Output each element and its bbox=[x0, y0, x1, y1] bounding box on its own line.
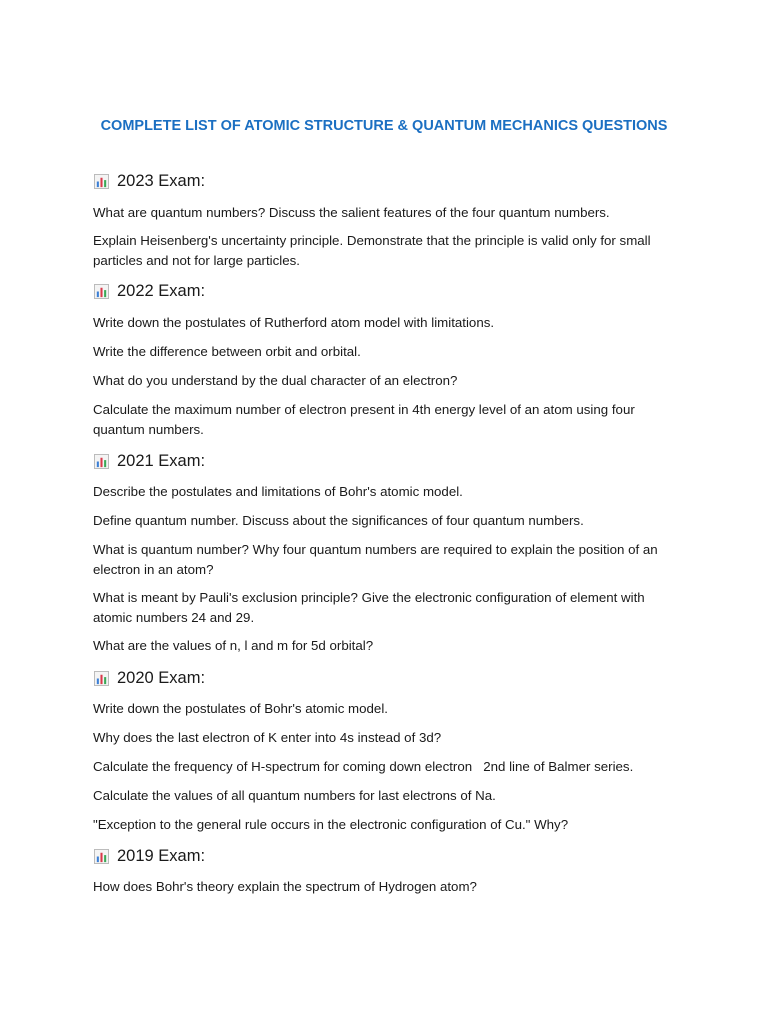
section-heading-label: 2019 Exam: bbox=[117, 846, 206, 865]
section-heading-label: 2021 Exam: bbox=[117, 451, 206, 470]
document-title: COMPLETE LIST OF ATOMIC STRUCTURE & QUANTUM MECHANICS QUESTIONS bbox=[100, 118, 668, 134]
question-item: Write the difference between orbit and orbital. bbox=[93, 344, 361, 359]
question-item: What are the values of n, l and m for 5d orbital? bbox=[93, 638, 374, 653]
bar-chart-icon bbox=[94, 284, 109, 299]
question-item: What is meant by Pauli's exclusion principle? Give the electronic configuration of element with atomic numbers 24 and 29. bbox=[93, 590, 645, 625]
question-item: How does Bohr's theory explain the spectrum of Hydrogen atom? bbox=[93, 879, 477, 894]
question-item: Define quantum number. Discuss about the significances of four quantum numbers. bbox=[93, 513, 584, 528]
question-item: Describe the postulates and limitations of Bohr's atomic model. bbox=[93, 484, 463, 499]
section-heading-label: 2020 Exam: bbox=[117, 668, 206, 687]
bar-chart-icon bbox=[94, 454, 109, 469]
section-heading-2020 bbox=[94, 667, 205, 689]
question-item: What are quantum numbers? Discuss the salient features of the four quantum numbers. bbox=[93, 205, 610, 220]
bar-chart-icon bbox=[94, 671, 109, 686]
section-heading-label: 2022 Exam: bbox=[117, 281, 206, 300]
section-heading-2023 bbox=[94, 170, 205, 192]
section-heading-label: 2023 Exam: bbox=[117, 171, 206, 190]
question-item: Explain Heisenberg's uncertainty principle. Demonstrate that the principle is valid only for small particles and not for large particles. bbox=[93, 233, 651, 268]
question-item: What is quantum number? Why four quantum numbers are required to explain the position of an electron in an atom? bbox=[93, 542, 658, 577]
bar-chart-icon bbox=[94, 174, 109, 189]
question-item: Why does the last electron of K enter into 4s instead of 3d? bbox=[93, 730, 442, 745]
question-item: Calculate the frequency of H-spectrum for coming down electron 2nd line of Balmer series. bbox=[93, 759, 634, 774]
question-item: Write down the postulates of Bohr's atomic model. bbox=[93, 701, 388, 716]
question-item: Calculate the maximum number of electron present in 4th energy level of an atom using four quantum numbers. bbox=[93, 402, 635, 437]
section-heading-2021 bbox=[94, 450, 205, 472]
bar-chart-icon bbox=[94, 849, 109, 864]
question-item: Calculate the values of all quantum numbers for last electrons of Na. bbox=[93, 788, 496, 803]
section-heading-2022 bbox=[94, 280, 205, 302]
question-item: Write down the postulates of Rutherford atom model with limitations. bbox=[93, 315, 495, 330]
section-heading-2019 bbox=[94, 845, 205, 867]
question-item: What do you understand by the dual character of an electron? bbox=[93, 373, 458, 388]
question-item: "Exception to the general rule occurs in the electronic configuration of Cu." Why? bbox=[93, 817, 569, 832]
